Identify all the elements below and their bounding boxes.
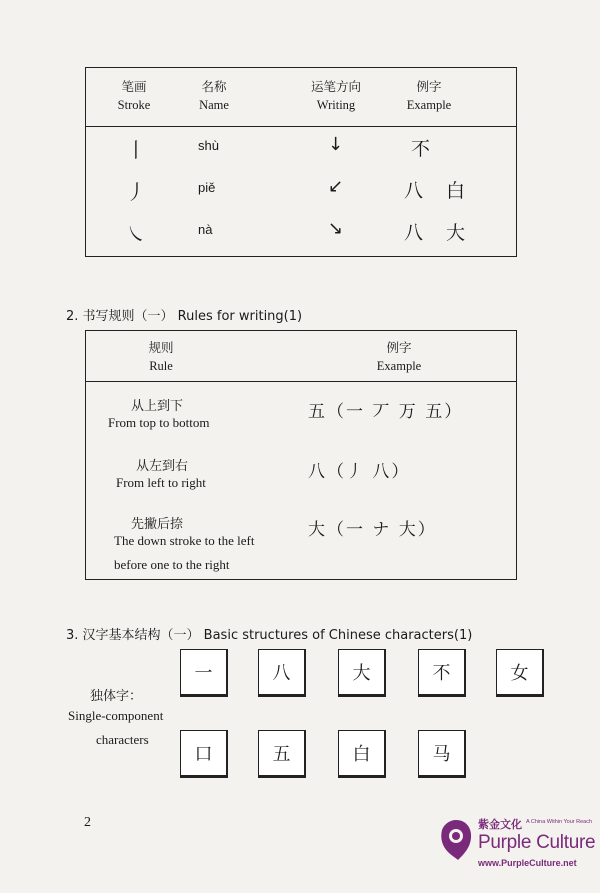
- character-box: 白: [338, 730, 386, 778]
- stroke-name: shù: [198, 138, 219, 153]
- character-box: 八: [258, 649, 306, 697]
- stroke-row: [86, 134, 516, 176]
- stroke-example: 八: [404, 180, 424, 202]
- seal-icon: [438, 818, 474, 862]
- header-rule-en: Rule: [149, 359, 173, 373]
- rule-example: 八（丿 八）: [308, 462, 411, 482]
- single-component-label-en: characters: [96, 732, 149, 747]
- header-stroke: [104, 78, 164, 114]
- rules-table-header: [86, 331, 516, 382]
- character-box: 口: [180, 730, 228, 778]
- header-example: [394, 78, 464, 114]
- header-stroke-cn: 笔画: [121, 79, 147, 94]
- header-example-en: Example: [406, 98, 452, 112]
- stroke-table-header: [86, 68, 516, 127]
- header-name: [184, 78, 244, 114]
- stroke-name: piě: [198, 180, 216, 195]
- stroke-table: [85, 67, 517, 257]
- header-example-cn: 例字: [386, 340, 412, 355]
- header-writing: [296, 78, 376, 114]
- header-rule-cn: 规则: [148, 340, 174, 355]
- character-box: 女: [496, 649, 544, 697]
- rule-en: From top to bottom: [108, 415, 210, 430]
- logo-url: www.PurpleCulture.net: [478, 858, 577, 868]
- header-example-en: Example: [376, 359, 422, 373]
- rule-en: The down stroke to the left: [114, 533, 255, 548]
- character-box: 大: [338, 649, 386, 697]
- rule-en: From left to right: [116, 475, 206, 490]
- header-rule: [126, 339, 196, 375]
- header-example-cn: 例字: [416, 79, 442, 94]
- single-component-label-cn: 独体字：: [90, 689, 143, 704]
- stroke-row: [86, 176, 516, 218]
- logo-tagline: A China Within Your Reach: [526, 819, 593, 825]
- header-name-en: Name: [199, 98, 229, 112]
- stroke-glyph: 丨: [126, 138, 146, 162]
- header-writing-en: Writing: [316, 98, 356, 112]
- rules-table: [85, 330, 517, 580]
- section-3-title: 3. 汉字基本结构（一） Basic structures of Chinese characters(1): [66, 628, 473, 643]
- section-2-title: 2. 书写规则（一） Rules for writing(1): [66, 309, 303, 324]
- header-name-cn: 名称: [201, 79, 227, 94]
- purple-culture-logo: [438, 808, 598, 888]
- character-box: 不: [418, 649, 466, 697]
- header-example: [364, 339, 434, 375]
- page-number: 2: [84, 815, 91, 830]
- stroke-example: 大: [446, 222, 466, 244]
- stroke-glyph: 丿: [126, 180, 146, 204]
- rule-cn: 从上到下: [131, 399, 184, 414]
- stroke-glyph: ㇏: [126, 222, 146, 246]
- stroke-example: 八: [404, 222, 424, 244]
- logo-cn: 紫金文化: [478, 818, 522, 831]
- down-right-arrow-icon: ↘: [328, 218, 344, 239]
- stroke-example: 不: [411, 138, 431, 160]
- logo-name: Purple Culture: [478, 832, 596, 853]
- rule-cn: 从左到右: [136, 459, 189, 474]
- rule-cn: 先撇后捺: [131, 517, 184, 532]
- single-component-label-en: Single-component: [68, 708, 164, 723]
- rule-example: 五（一 丆 万 五）: [308, 402, 464, 422]
- character-box: 一: [180, 649, 228, 697]
- header-writing-cn: 运笔方向: [310, 79, 361, 94]
- down-arrow-icon: ↓: [328, 134, 344, 155]
- down-left-arrow-icon: ↙: [328, 176, 344, 197]
- character-box: 五: [258, 730, 306, 778]
- stroke-example: 白: [446, 180, 466, 202]
- rule-example: 大（一 ナ 大）: [308, 520, 437, 540]
- stroke-row: [86, 218, 516, 260]
- rule-en: before one to the right: [114, 557, 230, 572]
- header-stroke-en: Stroke: [117, 98, 151, 112]
- stroke-name: nà: [198, 222, 213, 237]
- character-box: 马: [418, 730, 466, 778]
